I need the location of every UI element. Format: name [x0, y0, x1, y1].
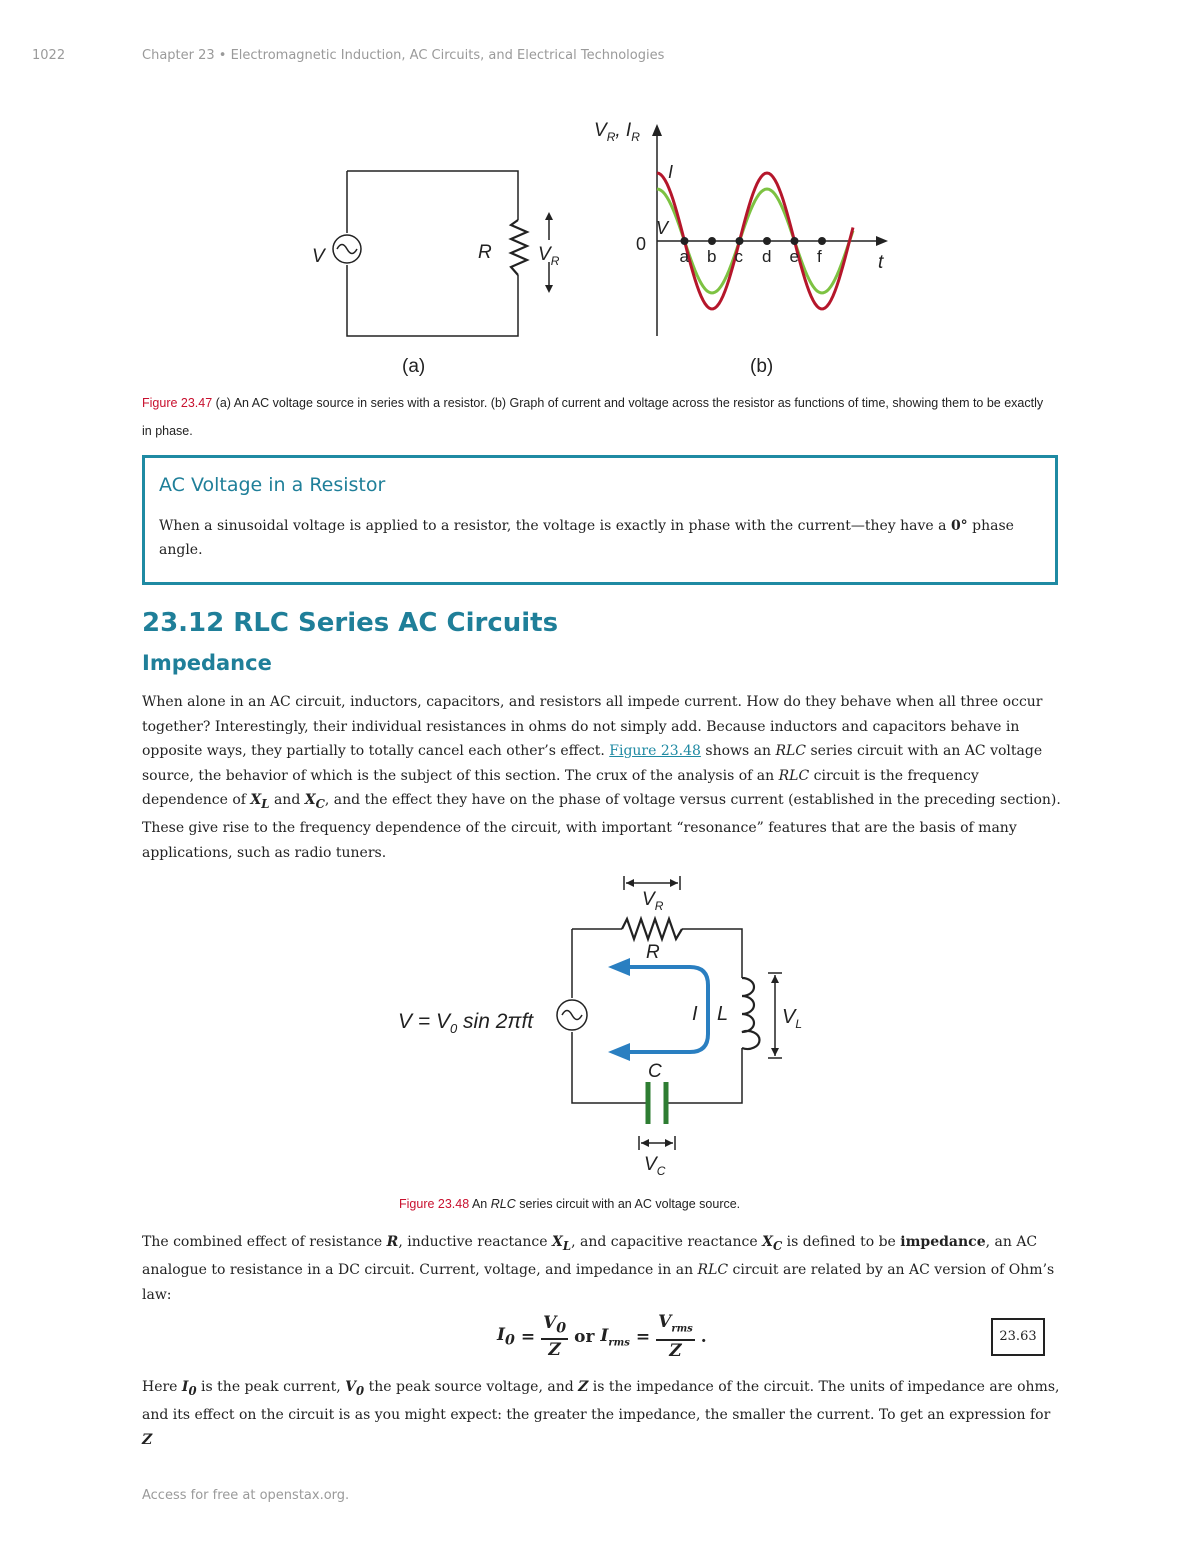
- phase-point-a: [681, 237, 689, 245]
- i-label: I: [692, 1003, 698, 1025]
- vc-label: $V_C$: [644, 1154, 666, 1178]
- panel-a-resistor-label: R: [478, 242, 492, 263]
- c-label: C: [648, 1061, 662, 1082]
- figure-23-47: [290, 110, 910, 380]
- vl-label: $V_L$: [782, 1006, 803, 1031]
- equation-number: 23.63: [991, 1318, 1045, 1356]
- math-xl: $X_L$: [552, 1234, 572, 1253]
- r-label: R: [646, 942, 660, 963]
- panel-a-caption: (a): [402, 356, 426, 377]
- math-xc: $X_C$: [304, 792, 325, 811]
- zero-degree-math: 0°: [950, 518, 968, 534]
- vr-label: $V_R$: [642, 889, 664, 913]
- feature-box: [142, 455, 1058, 585]
- phase-point-e: [791, 237, 799, 245]
- phase-point-label-d: d: [762, 247, 772, 266]
- panel-b-caption: (b): [750, 356, 774, 377]
- phase-point-c: [736, 237, 744, 245]
- phase-point-label-e: e: [789, 247, 799, 266]
- running-title: Chapter 23 • Electromagnetic Induction, AC Circuits, and Electrical Technologies: [142, 48, 665, 63]
- source-equation: $V = V_0$ sin 2πft: [398, 1010, 534, 1036]
- feature-box-title: AC Voltage in a Resistor: [159, 474, 386, 496]
- panel-b-x-axis-label: t: [878, 252, 884, 273]
- figure-label: Figure 23.47: [142, 396, 213, 410]
- phase-point-b: [708, 237, 716, 245]
- figure-23-48-link[interactable]: Figure 23.48: [609, 743, 701, 759]
- footer: Access for free at openstax.org.: [142, 1488, 350, 1503]
- curve-v-label: V: [656, 218, 669, 238]
- panel-b-zero-label: 0: [636, 234, 647, 254]
- figure-23-47-caption: [142, 389, 1052, 445]
- panel-a-circuit: [333, 171, 553, 336]
- phase-point-label-c: c: [734, 247, 743, 266]
- figure-23-48-caption: Figure 23.48 An RLC series circuit with an AC voltage source.: [399, 1197, 741, 1211]
- phase-point-d: [763, 237, 771, 245]
- figure-23-48: [390, 868, 830, 1188]
- paragraph-3: Here $I_0$ is the peak current, $V_0$ the peak source voltage, and Z is the impedance of the circuit. The units of impedance are ohms, and its effect on the circuit is as you might expect: the greater the impedance, the smaller the current. To get an expression for Z: [142, 1379, 1060, 1448]
- curve-i-label: I: [668, 162, 674, 182]
- math-xl: $X_L$: [250, 792, 270, 811]
- resistor-icon: [622, 919, 682, 939]
- panel-a-voltage-label: $V_R$: [538, 244, 560, 268]
- resistor-icon: [511, 220, 527, 275]
- caption-text: (a) An AC voltage source in series with a resistor. (b) Graph of current and voltage across the resistor as functions of time, showing them to be exactly in phase.: [142, 396, 1044, 438]
- phase-point-label-f: f: [817, 247, 822, 266]
- paragraph-1: When alone in an AC circuit, inductors, capacitors, and resistors all impede current. How do they behave when all three occur together? Interestingly, their individual resistances in ohms do not simply add. Because inductors and capacitors behave in opposite ways, they partially to totally cancel each other’s effect. Figure 23.48 shows an RLC series circuit with an AC voltage source, the behavior of which is the subject of this section. The crux of the analysis of an RLC circuit is the frequency dependence of $X_L$ and $X_C$, and the effect they have on the phase of voltage versus current (established in the preceding section). These give rise to the frequency dependence of the circuit, with important “resonance” features that are the basis of many applications, such as radio tuners.: [142, 694, 1061, 861]
- panel-a-source-label: V: [312, 246, 325, 267]
- section-subtitle: Impedance: [142, 651, 272, 675]
- inductor-icon: [742, 978, 759, 1049]
- phase-point-label-b: b: [707, 247, 717, 266]
- section-title: 23.12 RLC Series AC Circuits: [142, 608, 559, 638]
- rlc-circuit: [557, 876, 782, 1150]
- panel-b-graph: [652, 124, 888, 336]
- feature-box-text: When a sinusoidal voltage is applied to a resistor, the voltage is exactly in phase with the current—they have a 0° phase angle.: [159, 518, 1014, 558]
- phase-point-f: [818, 237, 826, 245]
- math-xc: $X_C$: [762, 1234, 783, 1253]
- equation-23-63: $I_0$ = $\frac{V_0}{Z}$ or $I_{rms}$ = $V_{rms}$ Z .: [497, 1312, 707, 1362]
- phase-point-label-a: a: [679, 247, 689, 266]
- page-number: 1022: [32, 48, 66, 63]
- paragraph-2: The combined effect of resistance R, inductive reactance $X_L$, and capacitive reactance $X_C$ is defined to be impedance, an AC analogue to resistance in a DC circuit. Current, voltage, and impedance in an RLC circuit are related by an AC version of Ohm’s law:: [142, 1234, 1055, 1303]
- l-label: L: [717, 1003, 729, 1025]
- fraction-v0-z: $\frac{V_0}{Z}$: [543, 1313, 567, 1361]
- fraction-vrms-z: $V_{rms}$ Z: [658, 1312, 693, 1362]
- panel-b-y-axis-label: $V_R$, $I_R$: [594, 120, 640, 144]
